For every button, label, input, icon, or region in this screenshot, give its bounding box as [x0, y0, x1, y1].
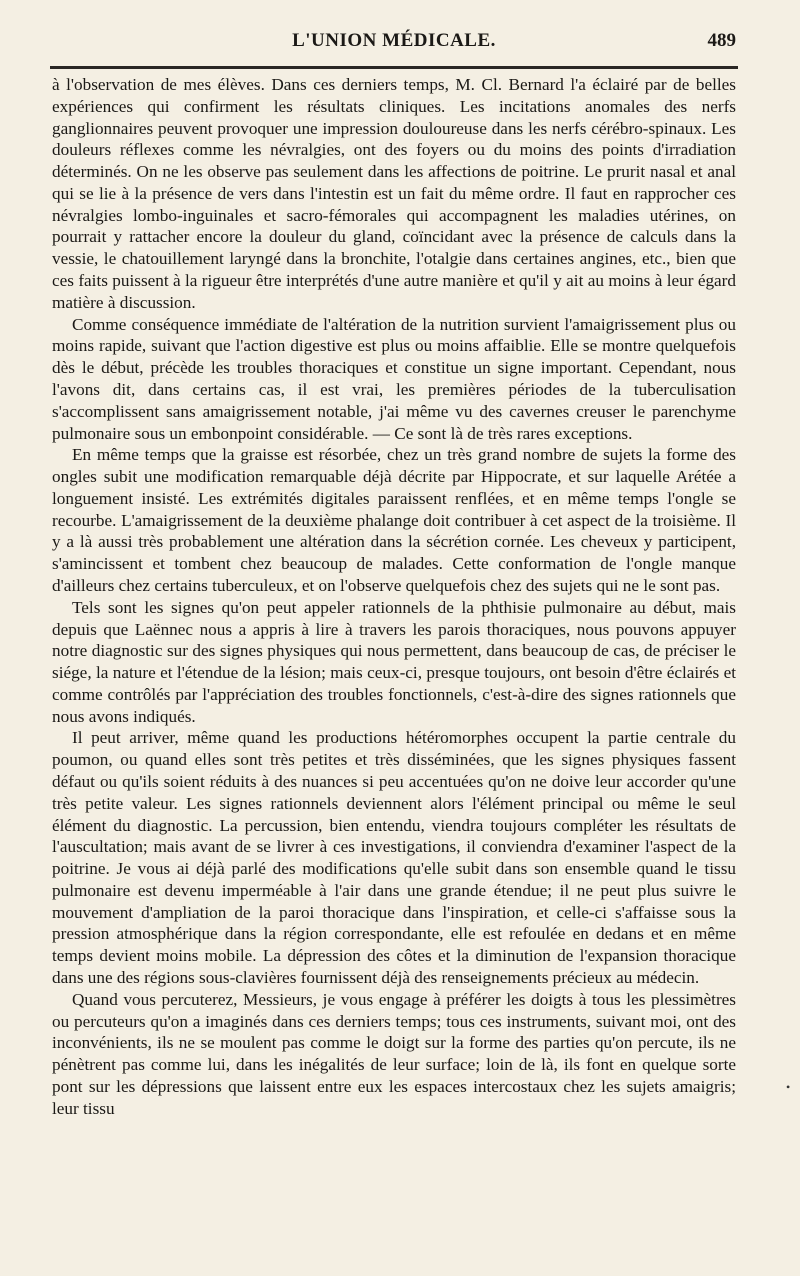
paragraph-5: Il peut arriver, même quand les productions hétéromorphes occupent la partie centrale du poumon, ou quand elles sont très petites et très disséminées, que les signes physiques fassent défaut ou qu'ils soient réduits à des nuances si peu accentuées qu'on ne doive leur accorder qu'une très petite valeur. Les signes rationnels deviennent alors l'élément principal ou même le seul élément du diagnostic. La percussion, bien entendu, viendra toujours compléter les résultats de l'auscultation; mais avant de se livrer à ces investigations, il conviendra d'examiner l'aspect de la poitrine. Je vous ai déjà parlé des modifications qu'elle subit dans son ensemble quand le tissu pulmonaire est devenu imperméable à l'air dans une grande étendue; il ne peut plus suivre le mouvement d'ampliation de la paroi thoracique dans l'inspiration, et celle-ci s'affaisse sous la pression atmosphérique dans la région correspondante, elle est refoulée en dedans et en même temps devient moins mobile. La dépression des côtes et la diminution de l'expansion thoracique dans une des régions sous-clavières fournissent déjà des renseignements précieux au médecin.	[52, 728, 736, 988]
paragraph-2: Comme conséquence immédiate de l'altération de la nutrition survient l'amaigrissement plus ou moins rapide, suivant que l'action digestive est plus ou moins affaiblie. Elle se montre quelquefois dès le début, précède les troubles thoraciques et constitue un signe important. Cependant, nous l'avons dit, dans certains cas, il est vrai, les premières périodes de la tuberculisation s'accomplissent sans amaigrissement notable, j'ai même vu des cavernes creuser le parenchyme pulmonaire sous un embonpoint considérable. — Ce sont là de très rares exceptions.	[52, 314, 736, 443]
running-title: L'UNION MÉDICALE.	[292, 30, 496, 51]
paragraph-3: En même temps que la graisse est résorbée, chez un très grand nombre de sujets la forme des ongles subit une modification remarquable déjà décrite par Hippocrate, et sur laquelle Arétée a longuement insisté. Les extrémités digitales paraissent renflées, et en même temps l'ongle se recourbe. L'amaigrissement de la deuxième phalange doit contribuer à cet aspect de la troisième. Il y a là aussi très probablement une altération dans la sécrétion cornée. Les cheveux y participent, s'amincissent et tombent chez beaucoup de malades. Cette conformation de l'ongle manque d'ailleurs chez certains tuberculeux, et on l'observe quelquefois chez des sujets qui ne le sont pas.	[52, 445, 736, 595]
body-text	[52, 74, 736, 1120]
header-rule	[50, 66, 738, 69]
paragraph-6: Quand vous percuterez, Messieurs, je vous engage à préférer les doigts à tous les plessimètres ou percuteurs qu'on a imaginés dans ces derniers temps; tous ces instruments, suivant moi, ont des inconvénients, ils ne se moulent pas comme le doigt sur la forme des parties qu'on percute, ils ne pénètrent pas comme lui, dans les inégalités de leur surface; loin de là, ils font en quelque sorte pont sur les dépressions que laissent entre eux les espaces intercostaux chez les sujets amaigris; leur tissu	[52, 989, 736, 1118]
page-header	[52, 30, 736, 60]
paragraph-4: Tels sont les signes qu'on peut appeler rationnels de la phthisie pulmonaire au début, mais depuis que Laënnec nous a appris à lire à travers les parois thoraciques, nous pouvons appuyer notre diagnostic sur des signes physiques qui nous permettent, dans beaucoup de cas, de préciser le siége, la nature et l'étendue de la lésion; mais ceux-ci, presque toujours, ont besoin d'être éclairés et comme contrôlés par l'appréciation des troubles fonctionnels, c'est-à-dire des signes rationnels que nous avons indiqués.	[52, 597, 736, 726]
page-number: 489	[707, 30, 736, 51]
paragraph-1: à l'observation de mes élèves. Dans ces derniers temps, M. Cl. Bernard l'a éclairé par de belles expériences qui confirment les résultats cliniques. Les incitations anomales des nerfs ganglionnaires peuvent provoquer une impression douloureuse dans les nerfs cérébro-spinaux. Les douleurs réflexes comme les névralgies, ont des foyers ou du moins des points d'irradiation déterminés. On ne les observe pas seulement dans les affections de poitrine. Le prurit nasal et anal qui se lie à la présence de vers dans l'intestin est un fait du même ordre. Il faut en rapprocher ces névralgies lombo-inguinales et sacro-fémorales qui accompagnent les maladies utérines, on pourrait y rattacher encore la douleur du gland, coïncidant avec la présence de calculs dans la vessie, le chatouillement laryngé dans la bronchite, l'otalgie dans certaines angines, etc., bien que ces faits puissent à la rigueur être interprétés d'une autre manière et qu'il y ait au moins à leur égard matière à discussion.	[52, 75, 736, 312]
margin-mark: •	[786, 1080, 791, 1094]
